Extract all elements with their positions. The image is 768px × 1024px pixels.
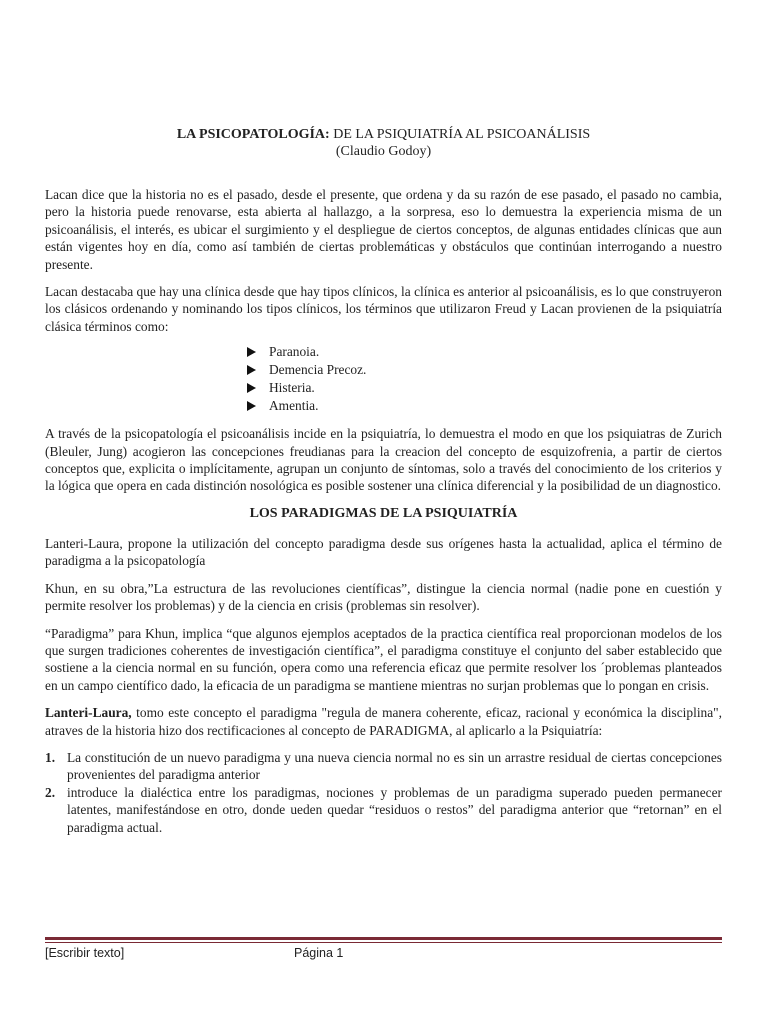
- page-number: Página 1: [294, 946, 344, 960]
- paragraph-1: Lacan dice que la historia no es el pasado, desde el presente, que ordena y da su razón de ese pasado, el pasado no cambia, pero la historia puede renovarse, esta abierta al hallazgo, a la sorpresa, eso lo demuestra la experiencia misma de un psicoanálisis, el interés, es ubicar el surgimiento y el despliegue de ciertos conceptos, de algunas entidades clínicas que aun están vigentes hoy en día, como así también de ciertas problemáticas y obstáculos que continúan interrogando a nuestro presente.: [45, 187, 722, 272]
- document-title: [45, 126, 722, 143]
- list-item: Demencia Precoz.: [247, 361, 722, 379]
- list-item: Amentia.: [247, 397, 722, 415]
- paragraph-7-rest: tomo este concepto el paradigma "regula de manera coherente, eficaz, racional y económica la disciplina", atraves de la historia hizo dos rectificaciones al concepto de PARADIGMA, al aplicarlo a la Psiquiatría:: [45, 705, 722, 738]
- footer-rule-thick: [45, 937, 722, 940]
- item-number: 2.: [45, 784, 56, 800]
- item-text: introduce la dialéctica entre los paradigmas, nociones y problemas de un paradigma superado pueden permanecer latentes, manifestándose en otro, donde ueden quedar “residuos o restos” del paradigma anterior que “retornan” en el paradigma actual.: [67, 784, 722, 835]
- paragraph-2: Lacan destacaba que hay una clínica desde que hay tipos clínicos, la clínica es anterior al psicoanálisis, es lo que construyeron los clásicos ordenando y nominando los tipos clínicos, los términos que utilizaron Freud y Lacan provienen de la psiquiatría clásica términos como:: [45, 284, 722, 334]
- list-item: Histeria.: [247, 379, 722, 397]
- paragraph-7: [45, 704, 722, 739]
- arrow-bullet-icon: [247, 365, 256, 375]
- section-heading: LOS PARADIGMAS DE LA PSIQUIATRÍA: [249, 505, 518, 521]
- title-rest: DE LA PSIQUIATRÍA AL PSICOANÁLISIS: [329, 127, 591, 142]
- title-bold: LA PSICOPATOLOGÍA:: [176, 127, 330, 142]
- paragraph-3: A través de la psicopatología el psicoanálisis incide en la psiquiatría, lo demuestra el modo en que los psiquiatras de Zurich (Bleuler, Jung) acogieron las concepciones freudianas para la creacion del concepto de esquizofrenia, a partir de ciertos conceptos que, explicita o implícitamente, agrupan un conjunto de síntomas, solo a través del conocimiento de los criterios y la lógica que opera en cada distinción nosológica es posible sostener una clínica diferencial y la posibilidad de un diagnostico.: [45, 426, 722, 494]
- list-item: [45, 749, 722, 784]
- item-text: La constitución de un nuevo paradigma y una nueva ciencia normal no es sin un arrastre residual de ciertas concepciones provenientes del paradigma anterior: [67, 749, 722, 783]
- clinical-types-list: [45, 343, 722, 415]
- footer-rule-thin: [45, 942, 722, 943]
- paragraph-5: Khun, en su obra,”La estructura de las revoluciones científicas”, distingue la ciencia normal (nadie pone en cuestión y permite resolver los problemas) y de la ciencia en crisis (problemas sin resolver).: [45, 580, 722, 614]
- paragraph-4: Lanteri-Laura, propone la utilización del concepto paradigma desde sus orígenes hasta la actualidad, aplica el término de paradigma a la psicopatología: [45, 535, 722, 569]
- list-item: [45, 784, 722, 836]
- rectifications-list: [45, 749, 722, 836]
- paragraph-6: “Paradigma” para Khun, implica “que algunos ejemplos aceptados de la practica científica real proporcionan modelos de los que surgen tradiciones coherentes de investigación científica”, el paradigma constituye el conjunto del saber establecido que sostiene a la ciencia normal en su función, opera como una referencia eficaz que permite resolver los ´problemas planteados en un campo científico dado, la eficacia de un paradigma se mantiene mientras no surjan problemas que lo pongan en crisis.: [45, 625, 722, 693]
- paragraph-7-bold: Lanteri-Laura,: [45, 705, 132, 721]
- document-body: [45, 126, 722, 836]
- arrow-bullet-icon: [247, 347, 256, 357]
- list-item: Paranoia.: [247, 343, 722, 361]
- arrow-bullet-icon: [247, 383, 256, 393]
- footer-placeholder-text[interactable]: [Escribir texto]: [45, 946, 125, 960]
- item-number: 1.: [45, 749, 56, 765]
- document-author: (Claudio Godoy): [335, 144, 432, 159]
- arrow-bullet-icon: [247, 401, 256, 411]
